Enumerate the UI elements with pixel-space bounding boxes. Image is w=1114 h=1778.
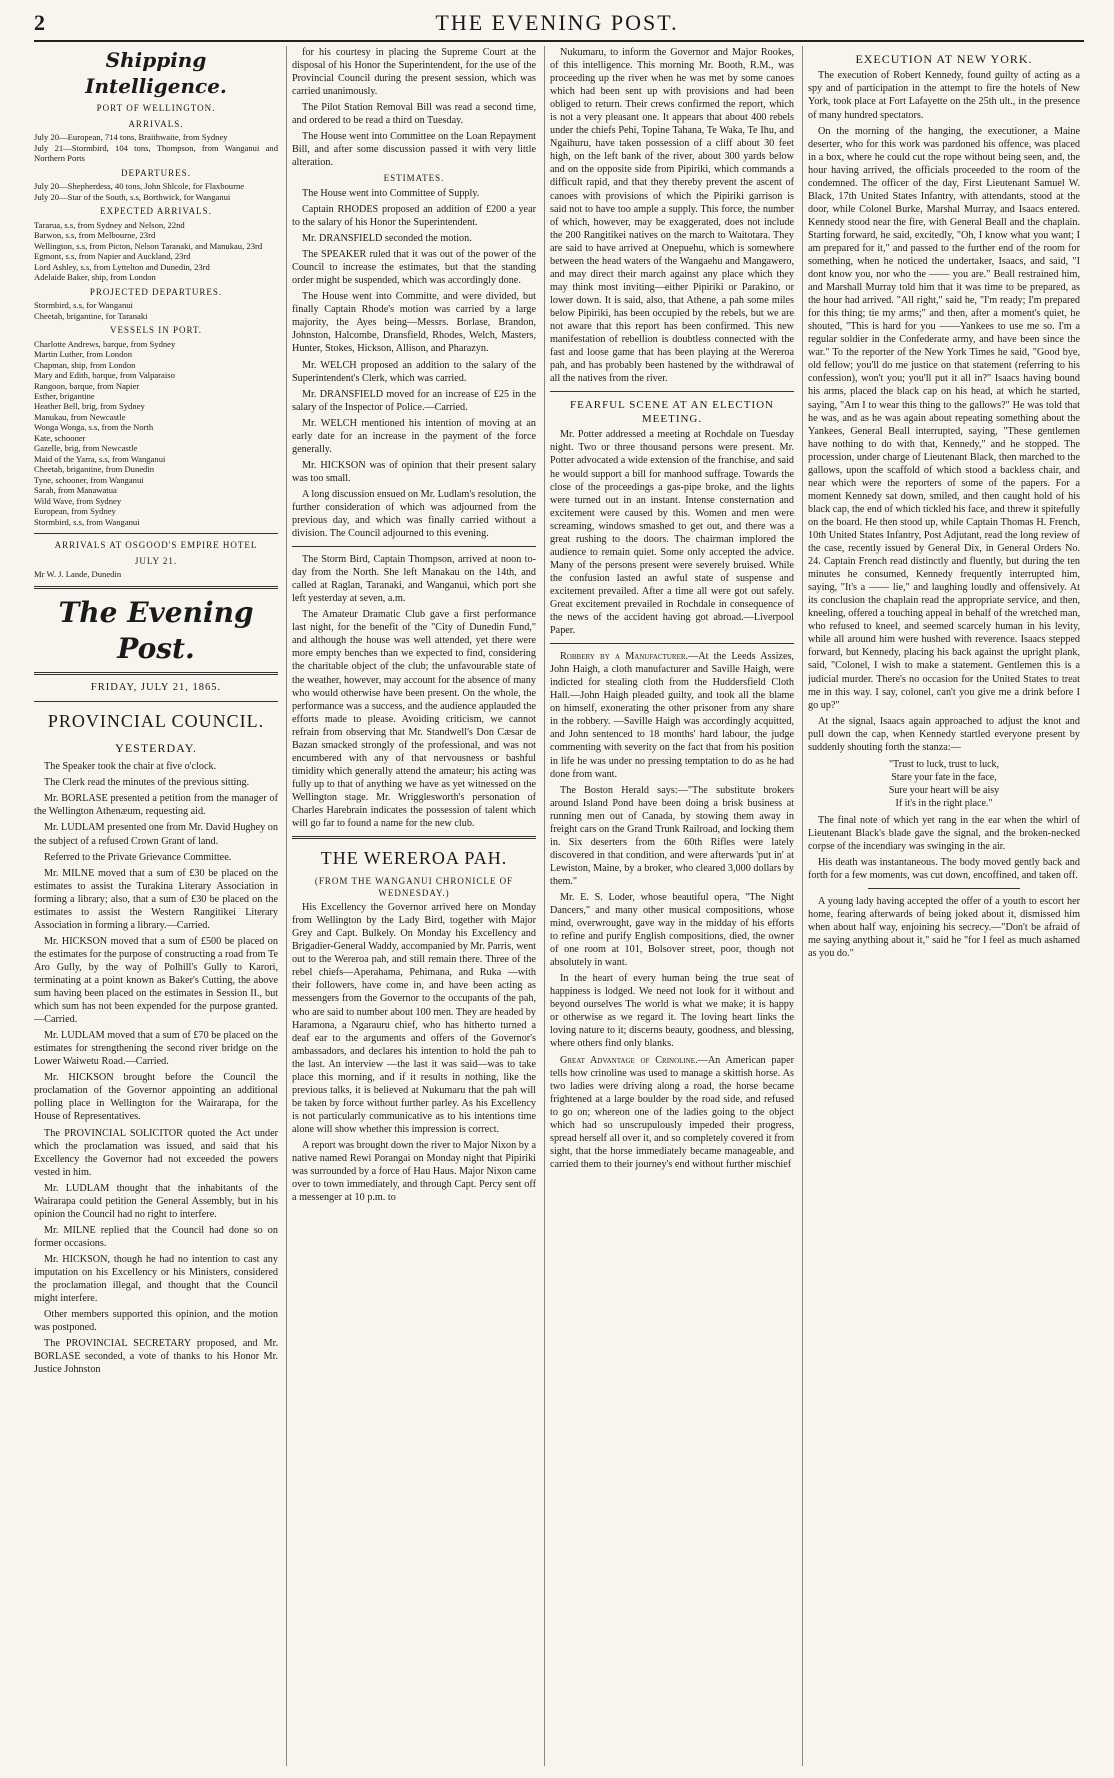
pah-body xyxy=(292,901,536,1204)
shipping-entry: July 20—European, 714 tons, Braithwaite, from Sydney xyxy=(34,132,228,143)
council-body xyxy=(34,760,278,1376)
pah-continued: Nukumaru, to inform the Governor and Major Rookes, of this intelligence. This morning Mr. Booth, R.M., was proceeding up the river when he was met by some canoes which had been sent up with provisions and had been obliged to return. Their crews confirmed the report, which is not a very pleasant one. It appears that about 400 rebels under the chiefs Pehi, Topine Tahana, Te Waka, Te Ihu, and Ngaihuru, have taken possession of a cliff about 30 feet high, on the left bank of the river, about 300 yards below and on the opposite side from Pipiriki, which commands a difficult rapid, and that they thereby prevent the ascent of canoes with provisions of which the Pipiriki garrison is said not to have too ample a supply. This force, the number of which, however, may be exaggerated, does not include the 200 Rangitikei natives on the march to Waitotara. They are said to have arrived at Onepuehu, which is somewhere between the head waters of the Wangaehu and Mangawero, and may direct their march against any place which they may think most inviting—either Pipiriki or Parakino, or lower down. It is said, also, that Athene, a pah some miles below Pipiriki, has been occupied by the rebels, but we are not aware that this report has been confirmed. This new manifestation of rebellion is doubtless connected with the fast and loose game that has been playing at the Wereroa pah, and has probably been hastened by the withdrawal of all the natives from the river. xyxy=(550,47,794,385)
estimates-paragraph: Mr. HICKSON was of opinion that their present salary was too small. xyxy=(292,459,536,484)
shipping-entry: Barwon, s.s, from Melbourne, 23rd xyxy=(34,230,156,241)
shipping-entry: Adelaide Baker, ship, from London xyxy=(34,272,156,283)
hotel-title: ARRIVALS AT OSGOOD'S EMPIRE HOTEL xyxy=(54,540,258,551)
shipping-entry: Cheetah, brigantine, for Taranaki xyxy=(34,310,148,321)
column-divider xyxy=(802,46,803,1766)
shipping-entry: Egmont, s.s, from Napier and Auckland, 23rd xyxy=(34,251,191,262)
expected-heading: EXPECTED ARRIVALS. xyxy=(100,206,212,217)
issue-date: FRIDAY, JULY 21, 1865. xyxy=(90,682,222,694)
shipping-entry: Lord Ashley, s.s, from Lyttelton and Dunedin, 23rd xyxy=(34,261,210,272)
shipping-entry: Wild Wave, from Sydney xyxy=(34,495,122,506)
execution-paragraph: His death was instantaneous. The body moved gently back and forth for a few moments, was cut down, encoffined, and taken off. xyxy=(808,856,1080,881)
shipping-entry: July 20—Star of the South, s.s, Borthwick, for Wanganui xyxy=(34,191,231,202)
shipping-entry: Mary and Edith, barque, from Valparaiso xyxy=(34,370,175,381)
crinoline-text: —An American paper tells how crinoline was used to manage a skittish horse. As two ladies were driving along a road, the horse became frightened at a large boulder by the road side, and refused to go on; whereon one of the ladies going to the object which had so unscrupulously impeded their progress, spread herself all over it, and so completely covered it from sight, that the horse immediately became manageable, and carried them to their journey's end without further mischief xyxy=(550,1054,794,1170)
shipping-title: Shipping Intelligence. xyxy=(85,48,227,98)
shipping-entry: Chapman, ship, from London xyxy=(34,359,136,370)
poem-line: Stare your fate in the face, xyxy=(891,771,997,783)
shipping-entry: Esther, brigantine xyxy=(34,391,95,401)
port-heading: PORT OF WELLINGTON. xyxy=(96,103,216,114)
page-number: 2 xyxy=(34,10,45,35)
divider xyxy=(34,701,278,702)
estimates-paragraph: A long discussion ensued on Mr. Ludlam's resolution, the further consideration of which was adjourned from the previous day, and which was finally carried without a division. The Council adjourned to this evening. xyxy=(292,488,536,540)
vessels-heading: VESSELS IN PORT. xyxy=(109,325,203,336)
estimates-body xyxy=(292,187,536,540)
hotel-guest: Mr W. J. Lande, Dunedin xyxy=(34,569,122,580)
divider xyxy=(34,586,278,589)
hotel-date: JULY 21. xyxy=(134,555,178,566)
top-rule xyxy=(34,40,1084,42)
council-paragraph: Mr. LUDLAM thought that the inhabitants of the Wairarapa could petition the General Assembly, but in his opinion the Council had no right to interfere. xyxy=(34,1182,278,1220)
projected-heading: PROJECTED DEPARTURES. xyxy=(89,286,223,297)
council-paragraph: The Pilot Station Removal Bill was read a second time, and ordered to be read a third on Tuesday. xyxy=(292,102,536,127)
council-paragraph: Mr. LUDLAM presented one from Mr. David Hughey on the subject of a refused Crown Grant of land. xyxy=(34,822,278,847)
column-divider xyxy=(286,46,287,1766)
expected-list xyxy=(34,220,278,283)
departures-heading: DEPARTURES. xyxy=(121,167,191,178)
council-continued xyxy=(292,46,536,169)
shipping-entry: Rangoon, barque, from Napier xyxy=(34,380,140,391)
execution-paragraph: On the morning of the hanging, the executioner, a Maine deserter, who for this work was pardoned his offence, was placed in a box, where he could cut the rope without being seen, and, the hour having arrived, the officials proceeded to the room of the condemned. The officer of the day, First Lieutenant Samuel W. Black, 17th United States Infantry, with attendants, stood at the door, while Colonel Burke, Marshal Murray, and Isaacs entered. Kennedy stood near the fire, with General Beall and the chaplain. Starting forward, he said, excitedly, "Oh, I know what you want; I am prepared for it," and passed to the further end of the room for something, when he noticed the undertaker, Isaacs, and said, "I dont know you, nor who the —— you are." Beall restrained him, and Marshall Murray told him that it was time to be prepared, as the hour had arrived. "All right," said he, "I'm ready; I'm prepared for this thing; tie my arms;" and then, after a moment's quiet, he shouted, "This is hard for you ——Yankees to use me so. I'm a regular soldier in the Confederate army, and have been since the war." To the reporter of the New York Times he said, "Good bye, old fellow; you'll do me justice on that statement (referring to his confession), won't you; you'll put it all in?" Isaacs having bound his arms, placed the black cap on his head, at which he started, saying, "Am I to wear this thing to the gallows?" He was told that he was, and as he was again about repeating something about the Yankees, General Beall interrupted, saying, "These gentlemen have nothing to do with that, Kennedy," and he stopped. The procession, under charge of Lieutenant Black, then marched to the gallows, upon the scaffold of which stood a backless chair, and near which were the reporters of some of the papers. For a moment Kennedy sat down, smiled, and then caught hold of his black cap, the end of which tickled his face, and threw it spitefully on the board. He then stood up, while Captain Thomas H. French, 10th United States Infantry, Post Adjutant, read the long review of the case, recently issued by General Dix, in General Orders No. 24. Captain French read distinctly and fluently, but during the ten minutes he consumed, Kennedy frequently interrupted him, saying, "It's a —— lie," and laughing loudly and offensively. At its conclusion the chaplain read the appropriate service, and then, kneeling, offered a touching appeal in behalf of the wretched man, who refused to kneel, and seemed scarcely human in his levity, while all around him were hushed with reverence. Isaacs stepped forward, but Kennedy, placing his back against the upright plank, said, "Colonel, I wish to make a statement. Gentlemen this is a judicial murder. There's no occasion for the United States to treat me in this way. I say, colonel, can't you give me a drink before I go up?" xyxy=(808,125,1080,711)
shipping-entry: Cheetah, brigantine, from Dunedin xyxy=(34,464,155,475)
estimates-paragraph: The SPEAKER ruled that it was out of the power of the Council to increase the estimates, but that the standing order might be suspended, which was accordingly done. xyxy=(292,249,536,287)
shipping-entry: Gazelle, brig, from Newcastle xyxy=(34,443,138,454)
execution-paragraph: The final note of which yet rang in the ear when the whirl of Lieutenant Black's blade gave the signal, and the broken-necked corpse of the incendiary was swinging in the air. xyxy=(808,814,1080,852)
shipping-entry: July 20—Shepherdess, 40 tons, John Shlcole, for Flaxbourne xyxy=(34,181,245,192)
young-lady-article: A young lady having accepted the offer of a youth to escort her home, fearing afterwards of being joked about it, dismissed him when about half way, enjoining his secrecy.—"Don't be afraid of me saying anything about it," said he "for I feel as much ashamed as you do." xyxy=(808,896,1080,960)
divider xyxy=(292,836,536,839)
execution-paragraph: The execution of Robert Kennedy, found guilty of acting as a spy and of participation in the attempt to fire the hotels of New York, took place at Fort Lafayette on the 25th ult., in the presence of many hundred spectators. xyxy=(808,70,1080,121)
poem-line: If it's in the right place." xyxy=(895,797,993,809)
divider xyxy=(550,643,794,644)
shipping-entry: European, from Sydney xyxy=(34,506,116,517)
shipping-entry: Martin Luther, from London xyxy=(34,349,132,360)
estimates-paragraph: The House went into Committe, and were divided, but finally Captain Rhode's motion was carried by a large majority, the Ayes being—Messrs. Borlase, Brandon, Johnston, Halcombe, Dransfield, Rhodes, Welch, Masters, Hunter, Stokes, Hickson, Allison, and Pharazyn. xyxy=(292,291,536,355)
council-paragraph: for his courtesy in placing the Supreme Court at the disposal of his Honor the Superintendent, for the use of the Provincial Council during the present session, which was carried unanimously. xyxy=(292,47,536,98)
estimates-paragraph: Mr. WELCH mentioned his intention of moving at an early date for an increase in the payment of the force generally. xyxy=(292,417,536,455)
estimates-paragraph: The House went into Committee of Supply. xyxy=(302,187,480,199)
poem-line: "Trust to luck, trust to luck, xyxy=(888,758,1000,770)
shipping-entry: Wellington, s.s, from Picton, Nelson Taranaki, and Manukau, 23rd xyxy=(34,240,263,251)
estimates-paragraph: Captain RHODES proposed an addition of £200 a year to the salary of his Honor the Superintendent. xyxy=(292,203,536,229)
council-paragraph: Mr. MILNE moved that a sum of £30 be placed on the estimates to assist the Turakina Literary Association in forming a library; also, that a sum of £30 be placed on the estimates to assist the Western Rangitikei Literary Association in forming a library.—Carried. xyxy=(34,867,278,931)
shipping-entry: July 21—Stormbird, 104 tons, Thompson, from Wanganui and Northern Ports xyxy=(34,142,278,164)
column-1 xyxy=(34,46,278,1766)
divider xyxy=(550,391,794,392)
pah-paragraph: His Excellency the Governor arrived here on Monday from Wellington by the Lady Bird, together with Major Grey and Capt. Bulkely. On Monday his Excellency and Brigadier-General Waddy, accompanied by Mr. Parris, went out to the Wereroa pah, and still remain there. Three of the rebel chiefs—Aperahama, Pehimana, and Ruka —with their followers, have come in, and have been acting as messengers from the Governor to the occupants of the pah, who are said to number about 100 men. They are headed by Haramona, a Ngarauru chief, who has hitherto turned a deaf ear to the arguments and offers of the Governor's ambassadors, and declares his intention to hold the pah to the last. An interview —the last it was said—was to take place this morning, and if it results in nothing, like the previous talks, it is believed at Nukumaru that the pah will be taken by force without further parley. As his Excellency is not particularly communicative as to his intentions time alone will show whether this impression is correct. xyxy=(292,902,536,1135)
shipping-entry: Maid of the Yarra, s.s, from Wanganui xyxy=(34,453,166,464)
shipping-entry: Heather Bell, brig, from Sydney xyxy=(34,401,145,412)
column-divider xyxy=(544,46,545,1766)
execution-poem xyxy=(808,758,1080,810)
estimates-paragraph: Mr. DRANSFIELD moved for an increase of £25 in the salary of the Inspector of Police.—Carried. xyxy=(292,388,536,413)
council-sub: YESTERDAY. xyxy=(115,740,197,755)
robbery-text: —At the Leeds Assizes, John Haigh, a cloth manufacturer and Saville Haigh, were indicted for stealing cloth from the Huddersfield Cloth Hall.—John Haigh pleaded guilty, and took all the blame on himself, exonerating the other prisoner from any share in the robbery. —Saville Haigh was accordingly acquitted, and John sentenced to 18 months' hard labour, the judge commenting with severity on the fact that from his position in life he was under no pressing temptation to do as he had done from want. xyxy=(550,651,794,780)
council-paragraph: Mr. HICKSON, though he had no intention to cast any imputation on his Excellency or his Ministers, considered the proclamation illegal, and thought that the Council might interfere. xyxy=(34,1253,278,1305)
council-paragraph: The Speaker took the chair at five o'clock. xyxy=(44,761,217,773)
council-paragraph: Mr. LUDLAM moved that a sum of £70 be placed on the estimates for strengthening the second river bridge on the Lower Waiwetu Road.—Carried. xyxy=(34,1030,278,1068)
estimates-paragraph: Mr. DRANSFIELD seconded the motion. xyxy=(302,233,472,245)
arrivals-list xyxy=(34,132,278,163)
divider xyxy=(292,546,536,547)
shipping-entry: Kate, schooner xyxy=(34,432,86,443)
vessels-list xyxy=(34,339,278,528)
shipping-entry: Sarah, from Manawatua xyxy=(34,485,117,496)
projected-list xyxy=(34,300,278,321)
council-paragraph: Mr. MILNE replied that the Council had done so on former occasions. xyxy=(34,1224,278,1249)
council-title: PROVINCIAL COUNCIL. xyxy=(47,710,265,731)
council-paragraph: The Clerk read the minutes of the previous sitting. xyxy=(44,777,250,789)
boston-article: The Boston Herald says:—"The substitute brokers around Island Pond have been doing a brisk business at running men out of Canada, by stowing them away in freight cars on the Grand Trunk Railroad, and locking them in. Six deserters from the 60th Rifles were lately discovered in that condition, and were afterwards 'put in' at Lewiston, Maine, by a broker, who cleared 3,000 dollars by them." xyxy=(550,784,794,887)
execution-paragraph: At the signal, Isaacs again approached to adjust the knot and pull down the cap, when Kennedy startled everyone present by suddenly shouting forth the stanza:— xyxy=(808,715,1080,753)
election-title: FEARFUL SCENE AT AN ELECTION MEETING. xyxy=(569,399,774,426)
poem-line: Sure your heart will be aisy xyxy=(888,784,1000,796)
crinoline-article xyxy=(550,1054,794,1171)
robbery-article xyxy=(550,650,794,780)
council-paragraph: The PROVINCIAL SOLICITOR quoted the Act under which the proclamation was issued, and said that his Excellency the Governor had not exceeded the powers vested in him. xyxy=(34,1127,278,1178)
shipping-entry: Manukau, from Newcastle xyxy=(34,411,126,422)
divider xyxy=(34,533,278,534)
council-paragraph: The PROVINCIAL SECRETARY proposed, and Mr. BORLASE seconded, a vote of thanks to his Honor Mr. Justice Johnston xyxy=(34,1338,278,1376)
pah-paragraph: A report was brought down the river to Major Nixon by a native named Rewi Porangai on Monday night that Pipiriki was surrounded by a force of Hau Haus. Major Nixon came over to town immediately, and through Capt. Percy sent off a messenger at 10 p.m. to xyxy=(292,1140,536,1204)
robbery-heading: Robbery by a Manufacturer. xyxy=(560,651,689,663)
council-paragraph: Mr. HICKSON brought before the Council the proclamation of the Governor appointing an additional polling place in Wellington for the Wairarapa, for the House of Representatives. xyxy=(34,1072,278,1123)
council-paragraph: Other members supported this opinion, and the motion was postponed. xyxy=(34,1309,278,1334)
pah-title: THE WERERO​A PAH. xyxy=(320,848,508,869)
shipping-entry: Charlotte Andrews, barque, from Sydney xyxy=(34,338,176,349)
storm-bird-article: The Storm Bird, Captain Thompson, arrived at noon to-day from the North. She left Manakau on the 14th, and called at Raglan, Taranaki, and Wanganui, which port she left yesterday at seven, a.m. xyxy=(292,554,536,605)
council-paragraph: Referred to the Private Grievance Committee. xyxy=(44,851,232,863)
crinoline-heading: Great Advantage of Crinoline. xyxy=(560,1054,698,1066)
amateur-club-article: The Amateur Dramatic Club gave a first performance last night, for the benefit of the "City of Dunedin Fund," and although the house was well attended, yet there were more empty benches than we expected to find, considering the charitable object of the club; the unfavourable state of the weather, however, may account for the absence of many who would otherwise have been present. On the whole, the performance was a success, and the audience applauded the efforts made to please. Avoiding criticism, we cannot refrain from observing that Mr. Standwell's Don Cæsar de Bazan smacked strongly of the professional, and was not encumbered with any of that nervousness or bashful timidity which generally attend the amateur; his acting was fully up to that of anything we have as yet witnessed on the Wellington stage. Mr. Wrigglesworth's personation of Charles Harebrain indicates the possession of talent which will go far to found a name for the new club. xyxy=(292,609,536,830)
election-article: Mr. Potter addressed a meeting at Rochdale on Tuesday night. Two or three thousand persons were present. Mr. Potter advocated a wide extension of the franchise, and said he would support a bill for manhood suffrage. Towards the close of the proceedings a gas-pipe broke, and the lights were turned out in an instant. Intense consternation and excitement were caused by this. Women and men were screaming, windows smashed to get out, and there was a great rushing to the doors. The chairman implored the audience to remain quiet. Some only accepted the advice. Many of the persons present were severely bruised. While the confusion lasted an awful state of suspense and excitement prevailed. After a time all were got out safely. Great excitement prevailed in Rochdale in consequence of the news of the accident having got abroad.—Liverpool Paper. xyxy=(550,429,794,637)
divider xyxy=(34,672,278,675)
shipping-entry: Tararua, s.s, from Sydney and Nelson, 22nd xyxy=(34,219,185,230)
divider xyxy=(868,888,1020,889)
column-4 xyxy=(808,46,1080,1766)
departures-list xyxy=(34,181,278,202)
arrivals-heading: ARRIVALS. xyxy=(128,118,184,129)
council-paragraph: The House went into Committee on the Loan Repayment Bill, and after some discussion passed it with very little alteration. xyxy=(292,131,536,169)
estimates-paragraph: Mr. WELCH proposed an addition to the salary of the Superintendent's Clerk, which was carried. xyxy=(292,359,536,384)
paper-title: The Evening Post. xyxy=(58,595,254,665)
column-2 xyxy=(292,46,536,1766)
loder-article: Mr. E. S. Loder, whose beautiful opera, "The Night Dancers," and many other musical compositions, whose mind, overwrought, gave way in the midday of his efforts to refine and purify English compositions, died, the owner of one room at 101, Bolsover street, poor, though not absolutely in want. xyxy=(550,891,794,969)
council-paragraph: Mr. HICKSON moved that a sum of £500 be placed on the estimates for the purpose of constructing a road from Te Aro Gully, by the way of Polhill's Gully to Karori, terminating at a point known as Baker's Cutting, the above sum having been placed on the estimates in Session II., but which sum has not been expended for the purpose granted.—Carried. xyxy=(34,935,278,1026)
heart-article: In the heart of every human being the true seat of happiness is lodged. We need not look for it without and beyond ourselves The world is what we make; it is happy or otherwise as we regard it. The loving heart links the loving nature to it; discerns beauty, goodness, and blessing, where others find only blanks. xyxy=(550,973,794,1050)
pah-source: (FROM THE WANGANUI CHRONICLE OF WEDNESDAY.) xyxy=(314,876,514,898)
shipping-entry: Wonga Wonga, s.s, from the North xyxy=(34,422,154,433)
execution-title: EXECUTION AT NEW YORK. xyxy=(855,52,1033,66)
shipping-entry: Stormbird, s.s, from Wanganui xyxy=(34,516,140,527)
column-3 xyxy=(550,46,794,1766)
shipping-entry: Tyne, schooner, from Wanganui xyxy=(34,474,144,485)
execution-body xyxy=(808,69,1080,753)
shipping-entry: Stormbird, s.s, for Wanganui xyxy=(34,300,133,311)
estimates-heading: ESTIMATES. xyxy=(383,173,445,184)
council-paragraph: Mr. BORLASE presented a petition from the manager of the Wellington Athenæum, requesting aid. xyxy=(34,793,278,818)
execution-after xyxy=(808,814,1080,882)
masthead: THE EVENING POST. xyxy=(435,10,679,35)
